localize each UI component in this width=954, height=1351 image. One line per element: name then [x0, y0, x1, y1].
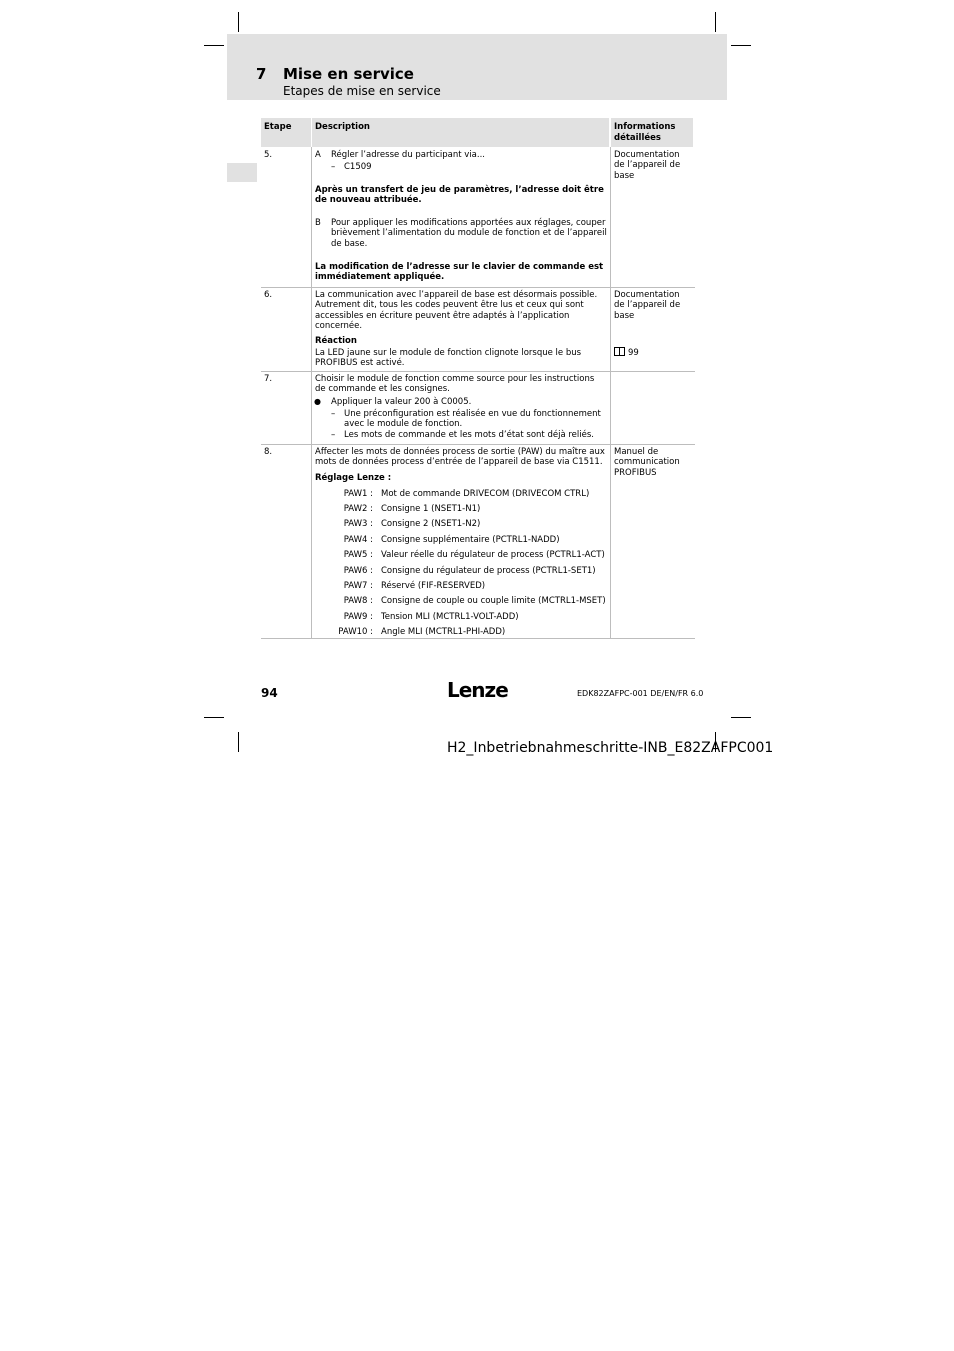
paw-value: Consigne 2 (NSET1-N2) [381, 519, 481, 529]
row6-info: Documentation de l’appareil de base [614, 290, 681, 321]
column-header-description: Description [312, 118, 609, 147]
paw-key: PAW9 : [343, 612, 373, 622]
paw-key: PAW4 : [343, 535, 373, 545]
crop-mark [731, 45, 751, 46]
row5-info: Documentation de l’appareil de base [614, 150, 681, 181]
crop-mark [238, 732, 239, 752]
paw-value: Tension MLI (MCTRL1-VOLT-ADD) [381, 612, 519, 622]
row-divider [261, 444, 695, 445]
row7-step: 7. [264, 374, 273, 384]
row5-bold-note-2: La modification de l’adresse sur le clavier de commande est immédiatement appliquée. [315, 262, 604, 283]
row8-setting-label: Réglage Lenze : [315, 473, 392, 483]
row5-b-text: Pour appliquer les modifications apportées aux réglages, couper brièvement l’alimentation du module de fonction et de l’appareil de base. [331, 218, 607, 249]
crop-mark [238, 12, 239, 32]
row5-a-sub: C1509 [344, 162, 372, 172]
paw-key: PAW7 : [343, 581, 373, 591]
paw-value: Consigne supplémentaire (PCTRL1-NADD) [381, 535, 560, 545]
crop-mark [204, 717, 224, 718]
row7-bullet: Appliquer la valeur 200 à C0005. [331, 397, 472, 407]
paw-key: PAW10 : [338, 627, 373, 637]
row5-bold-note-1: Après un transfert de jeu de paramètres, l’adresse doit être de nouveau attribuée. [315, 185, 604, 206]
column-header-step: Etape [261, 118, 311, 147]
chapter-number: 7 [256, 65, 267, 83]
row8-info: Manuel de communication PROFIBUS [614, 447, 680, 478]
paw-value: Réservé (FIF-RESERVED) [381, 581, 486, 591]
row7-sub1: Une préconfiguration est réalisée en vue du fonctionnement avec le module de fonction. [344, 409, 601, 430]
row7-dash-1: – [331, 409, 336, 419]
row5-a-letter: A [315, 150, 321, 160]
table-divider [311, 147, 312, 638]
paw-key: PAW1 : [343, 489, 373, 499]
paw-value: Valeur réelle du régulateur de process (PCTRL1-ACT) [381, 550, 605, 560]
paw-key: PAW8 : [343, 596, 373, 606]
side-tab [227, 163, 257, 182]
row6-page-ref[interactable] [614, 347, 639, 358]
section-subtitle: Etapes de mise en service [283, 84, 441, 98]
paw-key: PAW2 : [343, 504, 373, 514]
row-divider [261, 638, 695, 639]
row7-dash-2: – [331, 430, 336, 440]
source-filename: H2_Inbetriebnahmeschritte-INB_E82ZAFPC001 [447, 740, 774, 756]
row-divider [261, 371, 695, 372]
document-reference: EDK82ZAFPC-001 DE/EN/FR 6.0 [577, 689, 704, 698]
lenze-logo: Lenze [447, 678, 508, 702]
paw-key: PAW3 : [343, 519, 373, 529]
column-header-info: Informations détaillées [611, 118, 693, 147]
row7-text: Choisir le module de fonction comme source pour les instructions de commande et les consignes. [315, 374, 595, 395]
row6-step: 6. [264, 290, 273, 300]
crop-mark [204, 45, 224, 46]
row8-step: 8. [264, 447, 273, 457]
row6-page-number: 99 [628, 348, 639, 358]
table-divider [610, 147, 611, 638]
row-divider [261, 287, 695, 288]
paw-key: PAW5 : [343, 550, 373, 560]
paw-key: PAW6 : [343, 566, 373, 576]
book-icon [614, 347, 625, 356]
row6-reaction-label: Réaction [315, 336, 357, 346]
chapter-title: Mise en service [283, 65, 414, 83]
crop-mark [715, 12, 716, 32]
row6-text: La communication avec l’appareil de base est désormais possible. Autrement dit, tous les codes peuvent être lus et ceux qui sont accessibles en écriture peuvent être adaptés à l’application concernée. [315, 290, 598, 332]
crop-mark [731, 717, 751, 718]
paw-value: Consigne 1 (NSET1-N1) [381, 504, 481, 514]
row5-step: 5. [264, 150, 273, 160]
paw-value: Consigne de couple ou couple limite (MCTRL1-MSET) [381, 596, 606, 606]
row7-bullet-icon: ● [314, 397, 321, 406]
paw-value: Mot de commande DRIVECOM (DRIVECOM CTRL) [381, 489, 590, 499]
row5-a-dash: – [331, 162, 336, 172]
row5-b-letter: B [315, 218, 321, 228]
paw-value: Angle MLI (MCTRL1-PHI-ADD) [381, 627, 506, 637]
row5-a-text: Régler l’adresse du participant via... [331, 150, 485, 160]
row7-sub2: Les mots de commande et les mots d’état sont déjà reliés. [344, 430, 594, 440]
row6-reaction-text: La LED jaune sur le module de fonction clignote lorsque le bus PROFIBUS est activé. [315, 348, 582, 369]
paw-value: Consigne du régulateur de process (PCTRL1-SET1) [381, 566, 596, 576]
row8-text: Affecter les mots de données process de sortie (PAW) du maître aux mots de données process d’entrée de l’appareil de base via C1511. [315, 447, 605, 468]
page-number: 94 [261, 686, 278, 700]
